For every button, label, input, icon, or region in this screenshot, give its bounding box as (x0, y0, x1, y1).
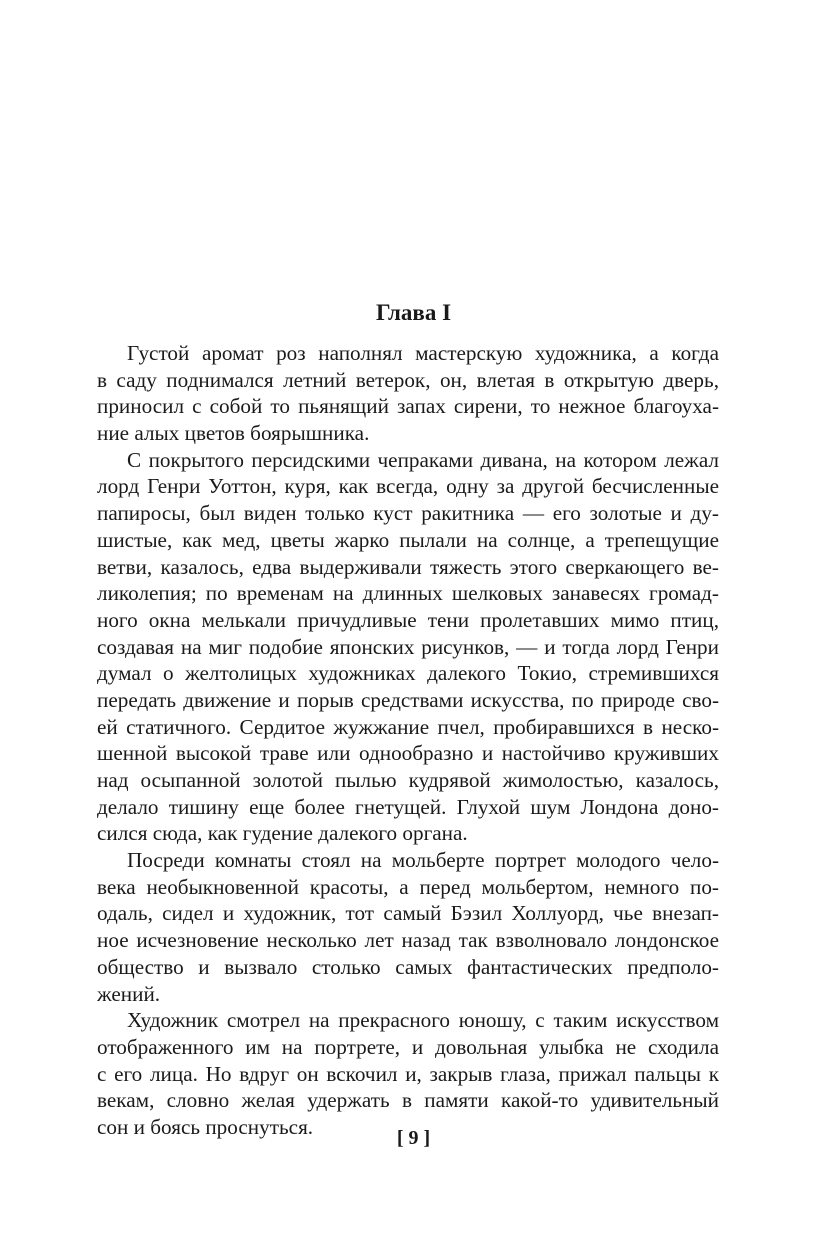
text-line: века необыкновенной красоты, а перед мольбертом, немного по- (97, 874, 719, 899)
text-line: шенной высокой траве или однообразно и настойчиво круживших (97, 741, 719, 766)
text-line: Посреди комнаты стоял на мольберте портрет молодого чело- (127, 848, 719, 873)
text-line: ветви, казалось, едва выдерживали тяжесть этого сверкающего ве- (97, 554, 719, 579)
text-line: в саду поднимался летний ветерок, он, влетая в открытую дверь, (97, 367, 719, 392)
text-line: лорд Генри Уоттон, куря, как всегда, одну за другой бесчисленные (97, 474, 719, 499)
text-line: с его лица. Но вдруг он вскочил и, закрыв глаза, прижал пальцы к (97, 1061, 719, 1086)
text-line: папиросы, был виден только куст ракитника — его золотые и ду- (97, 501, 719, 526)
text-line: Художник смотрел на прекрасного юношу, с таким искусством (127, 1008, 719, 1033)
text-line: С покрытого персидскими чепраками дивана, на котором лежал (127, 447, 719, 472)
text-line: отображенного им на портрете, и довольная улыбка не сходила (97, 1034, 719, 1059)
text-line: думал о желтолицых художниках далекого Токио, стремившихся (97, 661, 719, 686)
text-line: жений. (97, 981, 161, 1006)
text-line: Густой аромат роз наполнял мастерскую художника, а когда (127, 341, 719, 365)
paragraph (97, 447, 719, 847)
text-line: над осыпанной золотой пылью кудрявой жимолостью, казалось, (97, 768, 719, 792)
text-line: ное исчезновение несколько лет назад так взволновало лондонское (97, 928, 719, 953)
page-number: [ 9 ] (396, 1127, 431, 1149)
text-line: ного окна мелькали причудливые тени пролетавших мимо птиц, (97, 607, 719, 632)
text-line: ликолепия; по временам на длинных шелковых занавесях громад- (97, 581, 719, 606)
chapter-title: Глава I (375, 300, 452, 325)
text-line: ей статичного. Сердитое жужжание пчел, пробиравшихся в неско- (97, 714, 719, 739)
chapter-text (97, 340, 719, 1141)
text-line: сился сюда, как гудение далекого органа. (97, 821, 468, 846)
text-line: шистые, как мед, цветы жарко пылали на солнце, а трепещущие (97, 527, 719, 552)
text-line: общество и вызвало столько самых фантастических предполо- (97, 954, 719, 979)
text-line: сон и боясь проснуться. (97, 1114, 314, 1139)
text-line: одаль, сидел и художник, тот самый Бэзил Холлуорд, чье внезап- (97, 901, 719, 926)
text-line: создавая на миг подобие японских рисунков, — и тогда лорд Генри (97, 634, 719, 659)
paragraph (97, 847, 719, 1007)
text-line: передать движение и порыв средствами искусства, по природе сво- (97, 687, 719, 712)
text-line: ние алых цветов боярышника. (97, 421, 370, 446)
text-line: приносил с собой то пьянящий запах сирени, то нежное благоуха- (97, 394, 719, 419)
paragraph (97, 340, 719, 447)
text-line: векам, словно желая удержать в памяти какой-то удивительный (97, 1088, 719, 1113)
text-line: делало тишину еще более гнетущей. Глухой шум Лондона доно- (97, 794, 719, 819)
paragraph (97, 1007, 719, 1140)
